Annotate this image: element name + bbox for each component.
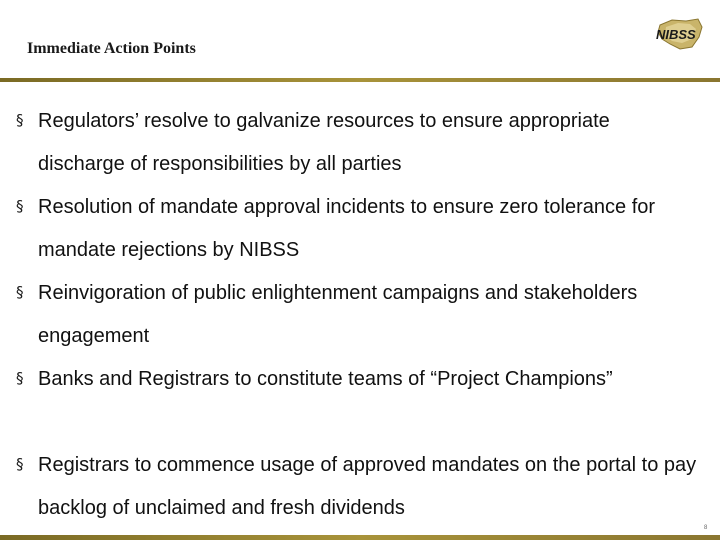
bullet-marker-icon: § xyxy=(16,197,24,215)
footer-divider xyxy=(0,535,720,540)
bullet-text: Regulators’ resolve to galvanize resources to ensure appropriate discharge of responsibilities by all parties xyxy=(38,110,610,175)
slide-title: Immediate Action Points xyxy=(27,40,196,57)
bullet-text: Resolution of mandate approval incidents to ensure zero tolerance for mandate rejections by NIBSS xyxy=(38,196,656,261)
bullet-text: Banks and Registrars to constitute teams of “Project Champions” xyxy=(38,368,613,390)
logo-text: NIBSS xyxy=(656,27,696,42)
bullet-text: Reinvigoration of public enlightenment campaigns and stakeholders engagement xyxy=(38,282,638,347)
bullet-marker-icon: § xyxy=(16,455,24,473)
page-number: 8 xyxy=(704,525,708,531)
bullet-marker-icon: § xyxy=(16,111,24,129)
bullet-text: Registrars to commence usage of approved mandates on the portal to pay backlog of unclaimed and fresh dividends xyxy=(38,454,697,519)
nibss-logo xyxy=(652,17,707,51)
header-divider xyxy=(0,78,720,82)
bullet-marker-icon: § xyxy=(16,283,24,301)
bullet-marker-icon: § xyxy=(16,369,24,387)
